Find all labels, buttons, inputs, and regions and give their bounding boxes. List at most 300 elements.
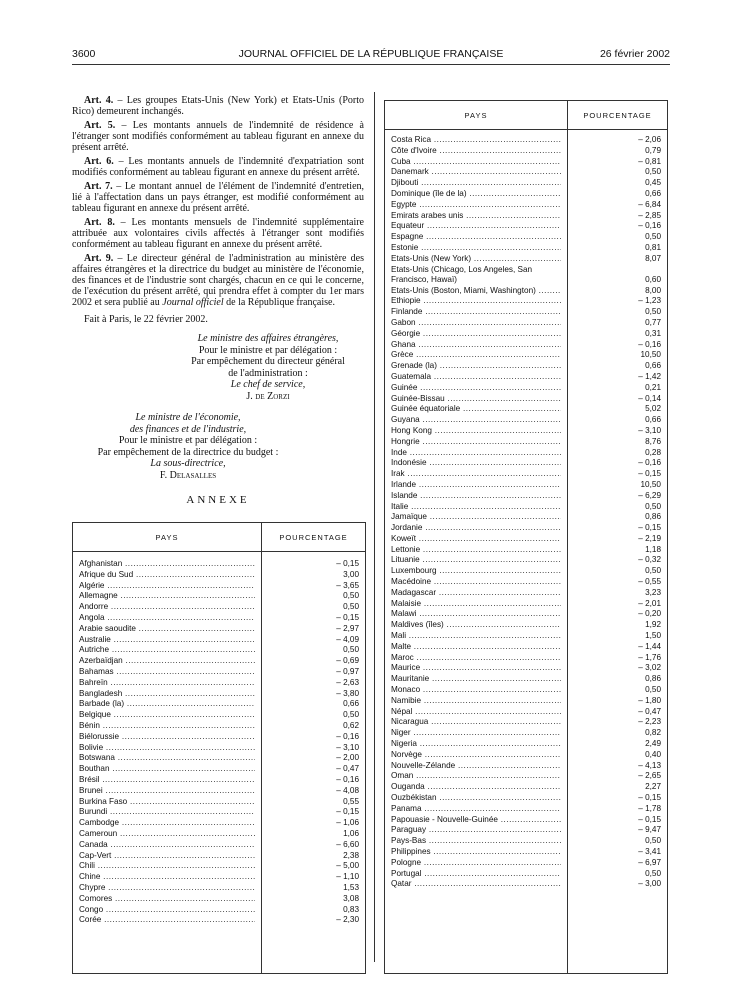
table-row: [385, 167, 667, 178]
signatory-role: Le chef de service,: [230, 379, 306, 390]
table-row: [385, 254, 667, 265]
percentage-value: – 6,84: [638, 199, 661, 209]
country-name: Chypre .....: [79, 883, 255, 894]
column-header-pourcentage: POURCENTAGE: [583, 110, 652, 120]
country-name: Congo .....: [79, 905, 255, 916]
article: [72, 156, 364, 178]
percentage-value: – 0,81: [638, 156, 661, 166]
table-row: [73, 861, 365, 872]
percentage-value: 3,23: [645, 587, 661, 597]
country-name: Corée .....: [79, 915, 255, 926]
percentage-value: 0,21: [645, 382, 661, 392]
table-row: [73, 635, 365, 646]
percentage-value: – 0,47: [336, 764, 359, 774]
table-row: [385, 372, 667, 383]
table-row: [385, 804, 667, 815]
percentage-value: – 1,10: [336, 872, 359, 882]
table-row: [73, 581, 365, 592]
percentage-value: – 3,41: [638, 847, 661, 856]
article: [72, 120, 364, 153]
table-row: [385, 350, 667, 361]
percentage-value: 3,00: [343, 569, 359, 579]
article-text: – Les montants mensuels de l'indemnité supplémentaire attribuée aux volontaires civils affectés à l'étranger sont modifiés conformément au tableau figurant en annexe du présent arrêté.: [72, 217, 364, 250]
country-name: Irak .....: [391, 469, 561, 480]
country-name: Malawi .....: [391, 609, 561, 620]
percentage-value: 0,79: [645, 145, 661, 155]
country-name: Bénin .....: [79, 721, 255, 732]
percentage-value: – 9,47: [638, 825, 661, 835]
table-row: [385, 761, 667, 772]
table-row: [73, 894, 365, 905]
table-row: [73, 807, 365, 818]
country-name: Dominique (île de la) .....: [391, 189, 561, 200]
country-name: Bahreïn .....: [79, 678, 255, 689]
table-row: [385, 480, 667, 491]
country-name: Irlande .....: [391, 480, 561, 491]
country-name: Jamaïque .....: [391, 512, 561, 523]
percentage-value: – 1,42: [638, 371, 661, 381]
table-row: [385, 534, 667, 545]
country-name: Bolivie .....: [79, 743, 255, 754]
percentage-value: – 2,97: [336, 623, 359, 633]
country-name: Maroc .....: [391, 653, 561, 664]
country-name: Maurice .....: [391, 663, 561, 674]
table-row: [385, 674, 667, 685]
country-name: Barbade (la) .....: [79, 699, 255, 710]
percentage-value: 10,50: [640, 479, 661, 489]
percentage-value: – 0,69: [336, 656, 359, 666]
percentage-value: 0,81: [645, 242, 661, 252]
percentage-value: – 0,15: [638, 523, 661, 533]
table-row: [73, 570, 365, 581]
table-row: [73, 721, 365, 732]
country-name: Hongrie .....: [391, 437, 561, 448]
percentage-value: – 6,60: [336, 839, 359, 849]
percentage-value: – 5,00: [336, 861, 359, 871]
table-row: [385, 728, 667, 739]
article-number: Art. 6.: [84, 156, 114, 167]
percentage-value: – 2,63: [336, 677, 359, 687]
country-name: Ghana .....: [391, 340, 561, 351]
country-name: Portugal .....: [391, 869, 561, 880]
percentage-value: 0,66: [343, 699, 359, 709]
table-row: [385, 545, 667, 556]
percentage-value: – 0,15: [336, 612, 359, 622]
signing-place-date: Fait à Paris, le 22 février 2002.: [84, 314, 208, 325]
percentage-value: 0,50: [645, 868, 661, 878]
percentage-value: 0,31: [645, 328, 661, 338]
country-name: Burkina Faso .....: [79, 797, 255, 808]
country-name: Brunei .....: [79, 786, 255, 797]
column-header-pourcentage: POURCENTAGE: [279, 532, 348, 542]
country-name: Cambodge .....: [79, 818, 255, 829]
article: [72, 253, 364, 308]
percentage-value: – 4,13: [638, 760, 661, 770]
country-name: Namibie .....: [391, 696, 561, 707]
table-row: [385, 879, 667, 890]
percentage-value: 0,40: [645, 749, 661, 759]
article: [72, 95, 364, 117]
country-name: Niger .....: [391, 728, 561, 739]
country-name: Nouvelle-Zélande .....: [391, 761, 561, 772]
country-name: Bahamas .....: [79, 667, 255, 678]
column-header-pays: PAYS: [155, 532, 179, 542]
table-row: [385, 653, 667, 664]
country-name: Brésil .....: [79, 775, 255, 786]
country-name: Finlande .....: [391, 307, 561, 318]
annexe-title: ANNEXE: [186, 494, 250, 506]
country-name: Grèce .....: [391, 350, 561, 361]
percentage-value: 0,50: [645, 685, 661, 695]
table-row: [385, 696, 667, 707]
country-name: Danemark .....: [391, 167, 561, 178]
table-row: [73, 689, 365, 700]
percentage-value: 10,50: [640, 350, 661, 360]
country-name: Ouganda .....: [391, 782, 561, 793]
percentage-value: 0,50: [343, 602, 359, 612]
table-row: [385, 847, 667, 858]
table-row: [385, 631, 667, 642]
table-row: [73, 645, 365, 656]
table-row: [73, 775, 365, 786]
journal-title: JOURNAL OFFICIEL DE LA RÉPUBLIQUE FRANÇAISE: [238, 48, 504, 60]
page-header: [72, 48, 670, 62]
country-name: Inde .....: [391, 448, 561, 459]
percentage-value: – 0,32: [638, 555, 661, 565]
signatory-title: Le ministre des affaires étrangères,: [197, 333, 339, 344]
table-row: [385, 437, 667, 448]
table-row: [385, 782, 667, 793]
table-row: [73, 591, 365, 602]
table-row: [73, 764, 365, 775]
table-row: [385, 135, 667, 146]
country-name: Guinée .....: [391, 383, 561, 394]
percentage-value: – 4,08: [336, 785, 359, 795]
percentage-value: – 3,65: [336, 580, 359, 590]
table-row: [73, 613, 365, 624]
percentage-value: 1,53: [343, 882, 359, 892]
table-row: [73, 678, 365, 689]
table-row: [385, 836, 667, 847]
country-name: Malte .....: [391, 642, 561, 653]
percentage-value: – 3,10: [336, 742, 359, 752]
country-name: Andorre .....: [79, 602, 255, 613]
percentage-value: – 2,06: [638, 135, 661, 144]
table-row: [385, 189, 667, 200]
percentage-value: – 6,97: [638, 857, 661, 867]
country-name: Emirats arabes unis .....: [391, 211, 561, 222]
percentage-value: – 4,09: [336, 634, 359, 644]
country-name: Gabon .....: [391, 318, 561, 329]
article-text-end: de la République française.: [223, 297, 335, 308]
country-name: Chine .....: [79, 872, 255, 883]
page-number: 3600: [72, 48, 96, 60]
table-row: [385, 663, 667, 674]
country-name: Arabie saoudite .....: [79, 624, 255, 635]
table-rows: [385, 135, 667, 890]
country-name: Italie .....: [391, 502, 561, 513]
country-name: Monaco .....: [391, 685, 561, 696]
country-name: Lituanie .....: [391, 555, 561, 566]
table-row: [385, 404, 667, 415]
percentage-value: 0,66: [645, 415, 661, 425]
percentage-value: 0,86: [645, 674, 661, 684]
table-row: [385, 555, 667, 566]
percentage-value: 0,50: [645, 501, 661, 511]
country-name: Angola .....: [79, 613, 255, 624]
country-name: Qatar .....: [391, 879, 561, 890]
percentage-value: – 0,47: [638, 706, 661, 716]
article: [72, 181, 364, 214]
country-name: Afghanistan .....: [79, 559, 255, 570]
table-row: [385, 200, 667, 211]
country-name: Algérie .....: [79, 581, 255, 592]
country-name: Azerbaïdjan .....: [79, 656, 255, 667]
percentage-value: – 1,78: [638, 803, 661, 813]
table-row: [385, 858, 667, 869]
table-row: [385, 599, 667, 610]
percentage-value: 0,28: [645, 447, 661, 457]
article-number: Art. 8.: [84, 217, 115, 228]
annexe-table-right: [384, 100, 668, 974]
table-row: [73, 732, 365, 743]
country-name: Paraguay .....: [391, 825, 561, 836]
article-number: Art. 9.: [84, 253, 114, 264]
country-name: Pays-Bas .....: [391, 836, 561, 847]
percentage-value: – 2,23: [638, 717, 661, 727]
percentage-value: – 0,55: [638, 577, 661, 587]
table-row: [385, 329, 667, 340]
signatory-name: J. de Zorzi: [246, 390, 290, 402]
percentage-value: – 0,16: [336, 731, 359, 741]
country-name: Bouthan .....: [79, 764, 255, 775]
table-row: [385, 609, 667, 620]
country-name: Burundi .....: [79, 807, 255, 818]
country-name: Géorgie .....: [391, 329, 561, 340]
country-name: Panama .....: [391, 804, 561, 815]
percentage-value: – 0,15: [336, 807, 359, 817]
percentage-value: 1,50: [645, 631, 661, 641]
article-text: – Le directeur général de l'administration au ministère des affaires étrangères et la directrice du budget au ministère de l'économie, des finances et de l'industrie sont chargés, chacun en ce qui le concerne, de l'exécution du présent arrêté, qui prendra effet à compter du 1er mars 2002 et sera publié au: [72, 253, 364, 308]
table-row: [385, 577, 667, 588]
country-name: Népal .....: [391, 707, 561, 718]
percentage-value: – 0,16: [638, 339, 661, 349]
table-row: [385, 825, 667, 836]
percentage-value: 8,76: [645, 436, 661, 446]
percentage-value: – 2,19: [638, 533, 661, 543]
country-name: Biélorussie .....: [79, 732, 255, 743]
table-rows: [73, 559, 365, 926]
table-row: [385, 394, 667, 405]
country-name: Bangladesh .....: [79, 689, 255, 700]
signatory-line: Pour le ministre et par délégation :: [198, 344, 338, 356]
country-name: Lettonie .....: [391, 545, 561, 556]
percentage-value: – 3,80: [336, 688, 359, 698]
country-name: Côte d'Ivoire .....: [391, 146, 561, 157]
article-text: – Les groupes Etats-Unis (New York) et Etats-Unis (Porto Rico) demeurent inchangés.: [72, 95, 364, 117]
article-number: Art. 7.: [84, 181, 113, 192]
percentage-value: 1,06: [343, 828, 359, 838]
percentage-value: 1,18: [645, 544, 661, 554]
table-row: [385, 361, 667, 372]
table-row: [73, 624, 365, 635]
annexe-table-left: [72, 522, 366, 974]
table-row: [385, 491, 667, 502]
column-divider: [374, 92, 375, 962]
percentage-value: – 1,06: [336, 818, 359, 828]
country-name: Belgique .....: [79, 710, 255, 721]
table-row: [385, 415, 667, 426]
table-row: [385, 750, 667, 761]
country-name: Indonésie .....: [391, 458, 561, 469]
percentage-value: – 0,14: [638, 393, 661, 403]
table-row: [385, 307, 667, 318]
table-row: [385, 869, 667, 880]
table-row: [73, 872, 365, 883]
signatory-line: de l'administration :: [228, 367, 308, 379]
percentage-value: – 6,29: [638, 490, 661, 500]
percentage-value: 0,50: [645, 167, 661, 177]
table-row: [73, 786, 365, 797]
country-name: Cap-Vert .....: [79, 851, 255, 862]
table-row: [385, 469, 667, 480]
signature-block-foreign-affairs: [172, 333, 364, 402]
country-name: Chili .....: [79, 861, 255, 872]
table-row: [73, 851, 365, 862]
table-row: [385, 232, 667, 243]
country-name: Guinée équatoriale .....: [391, 404, 561, 415]
country-name: Cuba .....: [391, 157, 561, 168]
percentage-value: 0,50: [645, 232, 661, 242]
table-row: [385, 642, 667, 653]
country-name: Cameroun .....: [79, 829, 255, 840]
table-row: [73, 797, 365, 808]
country-name: Oman .....: [391, 771, 561, 782]
percentage-value: 0,62: [343, 720, 359, 730]
signature-block-economy: [72, 412, 304, 481]
table-row: [385, 815, 667, 826]
table-row: [73, 915, 365, 926]
country-name: Jordanie .....: [391, 523, 561, 534]
percentage-value: 2,38: [343, 850, 359, 860]
table-row: [385, 512, 667, 523]
country-name: Egypte .....: [391, 200, 561, 211]
country-name: Estonie .....: [391, 243, 561, 254]
percentage-value: 3,08: [343, 893, 359, 903]
percentage-value: – 2,30: [336, 915, 359, 925]
percentage-value: – 0,16: [336, 774, 359, 784]
table-row: [385, 157, 667, 168]
country-name: Norvège .....: [391, 750, 561, 761]
country-name: Ouzbékistan .....: [391, 793, 561, 804]
table-row: [385, 458, 667, 469]
signatory-line: Par empêchement de la directrice du budget :: [97, 446, 279, 458]
country-name: Costa Rica .....: [391, 135, 561, 146]
percentage-value: – 0,15: [638, 469, 661, 479]
percentage-value: – 0,15: [638, 814, 661, 824]
publication-date: 26 février 2002: [599, 48, 670, 60]
percentage-value: – 1,44: [638, 641, 661, 651]
percentage-value: 0,45: [645, 178, 661, 188]
table-row: [385, 707, 667, 718]
percentage-value: 0,55: [343, 796, 359, 806]
country-name: Nicaragua .....: [391, 717, 561, 728]
article-text: – Les montants annuels de l'indemnité d'expatriation sont modifiés conformément au tableau figurant en annexe du présent arrêté.: [72, 156, 364, 178]
table-row: [385, 566, 667, 577]
percentage-value: – 3,10: [638, 425, 661, 435]
table-row: [385, 296, 667, 307]
table-row: [73, 656, 365, 667]
percentage-value: 2,27: [645, 782, 661, 792]
table-row: [73, 559, 365, 570]
table-row: [385, 793, 667, 804]
table-row: [385, 221, 667, 232]
percentage-value: 0,50: [343, 710, 359, 720]
table-row: [385, 318, 667, 329]
percentage-value: 0,50: [645, 307, 661, 317]
signatory-name: F. Delasalles: [159, 469, 217, 481]
percentage-value: – 3,00: [638, 879, 661, 889]
country-name: Equateur .....: [391, 221, 561, 232]
percentage-value: 0,66: [645, 361, 661, 371]
country-name: Espagne .....: [391, 232, 561, 243]
percentage-value: – 0,15: [638, 793, 661, 803]
percentage-value: – 2,00: [336, 753, 359, 763]
country-name: Guinée-Bissau .....: [391, 394, 561, 405]
table-row: [385, 523, 667, 534]
table-row: [385, 771, 667, 782]
percentage-value: 0,60: [645, 275, 661, 285]
percentage-value: 5,02: [645, 404, 661, 414]
country-name: Comores .....: [79, 894, 255, 905]
country-name: Madagascar .....: [391, 588, 561, 599]
table-row: [73, 699, 365, 710]
country-name: Papouasie - Nouvelle-Guinée .....: [391, 815, 561, 826]
percentage-value: – 0,15: [336, 559, 359, 568]
percentage-value: – 2,01: [638, 598, 661, 608]
table-row: [385, 265, 667, 286]
table-row: [385, 717, 667, 728]
left-column: [72, 95, 364, 506]
country-name: Guyana .....: [391, 415, 561, 426]
table-row: [385, 426, 667, 437]
article: [72, 217, 364, 250]
percentage-value: 8,07: [645, 253, 661, 263]
table-row: [385, 211, 667, 222]
percentage-value: 0,86: [645, 512, 661, 522]
journal-reference: Journal officiel: [162, 297, 224, 308]
article-number: Art. 5.: [84, 120, 116, 131]
country-name: Philippines .....: [391, 847, 561, 858]
percentage-value: 0,50: [645, 566, 661, 576]
percentage-value: – 1,80: [638, 695, 661, 705]
table-row: [73, 818, 365, 829]
table-row: [73, 667, 365, 678]
table-row: [73, 840, 365, 851]
table-row: [385, 243, 667, 254]
signatory-title: Le ministre de l'économie,: [135, 412, 241, 423]
article-number: Art. 4.: [84, 95, 114, 106]
country-name: Etats-Unis (Boston, Miami, Washington) .....: [391, 286, 561, 297]
percentage-value: – 0,97: [336, 666, 359, 676]
table-row: [73, 743, 365, 754]
percentage-value: 0,83: [343, 904, 359, 914]
table-row: [73, 602, 365, 613]
table-row: [73, 905, 365, 916]
header-rule: [385, 129, 667, 130]
country-name: Macédoine .....: [391, 577, 561, 588]
table-row: [385, 340, 667, 351]
